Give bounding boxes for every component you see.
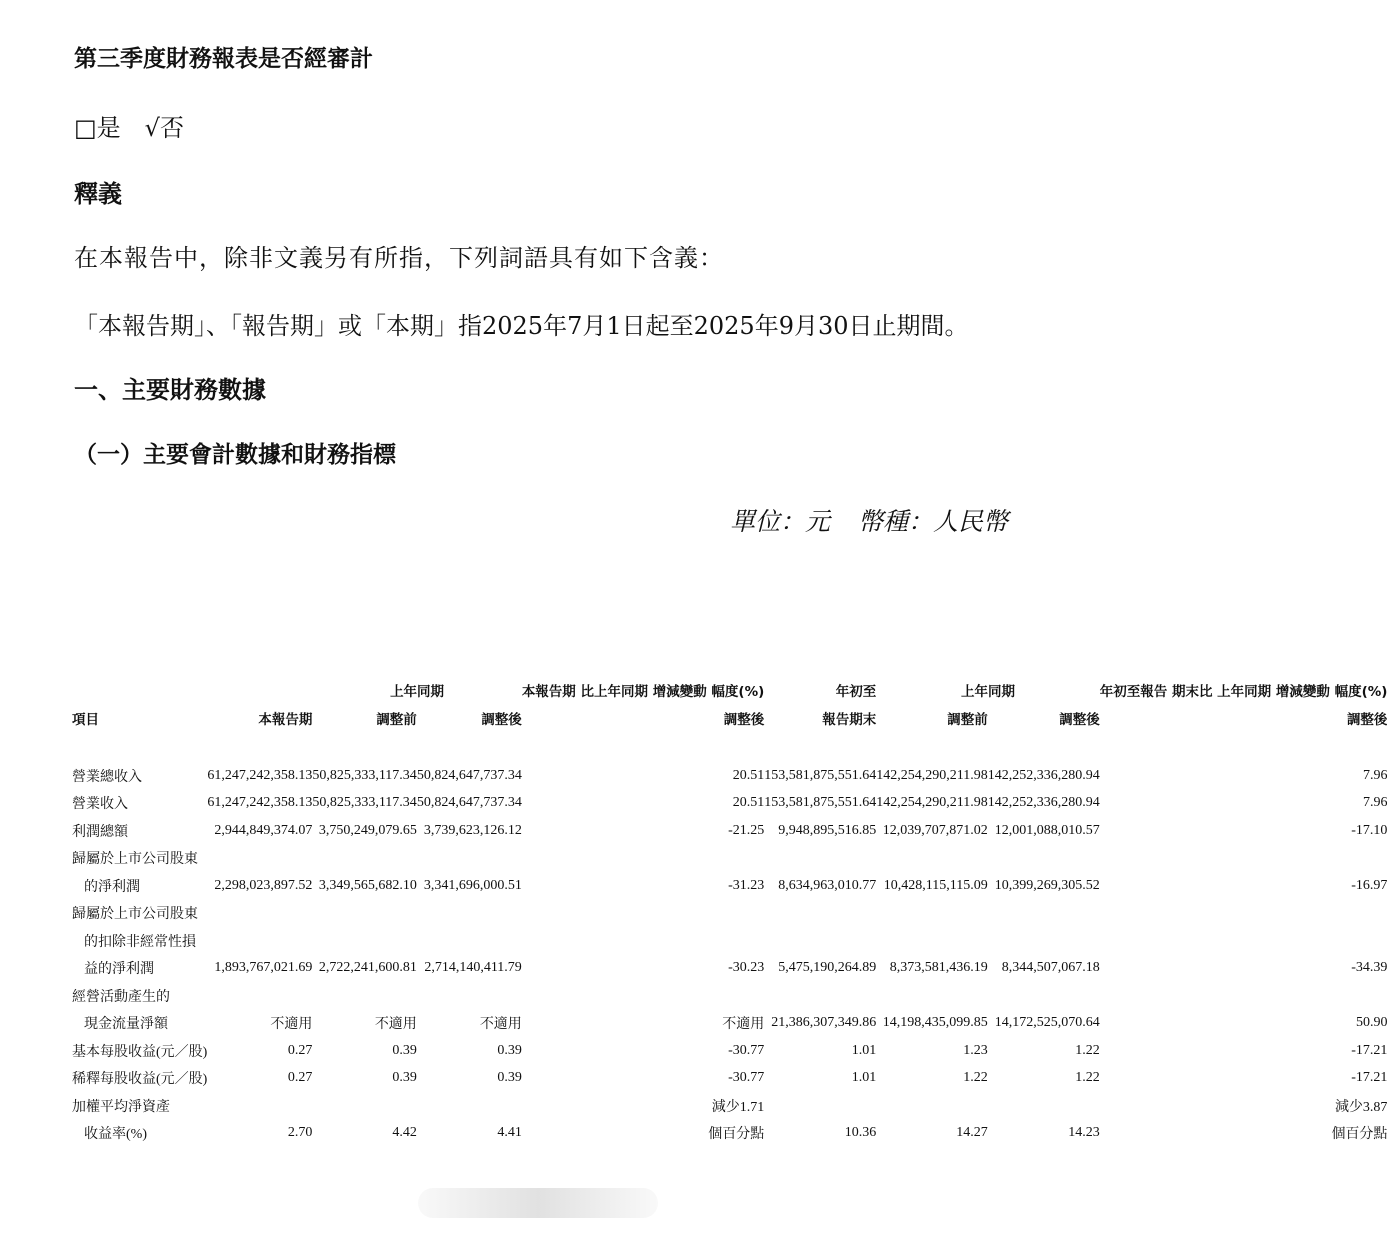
cell-value: 10.36 <box>844 1125 877 1141</box>
header-yoy-change: 本報告期 比上年同期 增減變動 幅度(%) <box>521 683 765 700</box>
cell-value: 8,373,581,436.19 <box>889 960 988 976</box>
unit-label: 單位：元 <box>729 507 830 536</box>
header-ytd-change-after: 調整後 <box>1346 711 1387 728</box>
cell-value: 14,172,525,070.64 <box>994 1015 1100 1031</box>
cell-value: 142,252,336,280.94 <box>987 767 1100 783</box>
table-row <box>70 1120 1387 1148</box>
cell-value: 50,824,647,737.34 <box>416 767 522 783</box>
cell-value: 3,750,249,079.65 <box>318 822 417 838</box>
table-row <box>70 927 1387 955</box>
cell-value: 21,386,307,349.86 <box>771 1015 877 1031</box>
cell-value: 20.51 <box>732 767 765 783</box>
cell-value: -30.23 <box>728 960 765 976</box>
cell-value: 7.96 <box>1362 795 1387 811</box>
header-after-adjust: 調整後 <box>481 711 522 728</box>
cell-value: 0.39 <box>392 1042 417 1058</box>
cell-value: 20.51 <box>732 795 765 811</box>
cell-value: 153,581,875,551.64 <box>764 795 877 811</box>
table-row <box>70 1037 1387 1065</box>
cell-value: 不適用 <box>270 1017 313 1033</box>
cell-value: -34.39 <box>1351 960 1387 976</box>
cell-value-line1: 減少3.87 <box>1334 1099 1387 1115</box>
header-prior-period-ytd: 上年同期 <box>961 683 1016 700</box>
financial-data-table <box>70 568 1387 1147</box>
cell-value: 0.27 <box>287 1042 313 1058</box>
cell-value: 不適用 <box>374 1017 417 1033</box>
header-before-adjust: 調整前 <box>376 711 417 728</box>
cell-value: 1.01 <box>851 1042 877 1058</box>
cell-value: 10,399,269,305.52 <box>994 877 1100 893</box>
section-subtitle: （一）主要會計數據和財務指標 <box>74 442 396 468</box>
cell-value-line1: 減少1.71 <box>711 1099 765 1115</box>
cell-value: 2.70 <box>287 1125 313 1141</box>
row-label: 利潤總額 <box>72 824 128 840</box>
cell-value: 2,722,241,600.81 <box>318 960 417 976</box>
row-label: 歸屬於上市公司股東 <box>72 907 198 923</box>
header-yoy-after: 調整後 <box>723 711 765 728</box>
cell-value: 5,475,190,264.89 <box>778 960 877 976</box>
row-label: 現金流量淨額 <box>84 1017 168 1033</box>
cell-value: 4.42 <box>392 1125 417 1141</box>
cell-value: 14,198,435,099.85 <box>882 1015 988 1031</box>
header-ytd-bottom: 報告期末 <box>822 711 877 728</box>
currency-label: 幣種：人民幣 <box>857 507 1008 536</box>
row-label: 基本每股收益(元／股) <box>72 1044 208 1060</box>
unit-currency-line <box>730 502 1008 538</box>
cell-value: 3,349,565,682.10 <box>318 877 417 893</box>
cell-value: -30.77 <box>728 1042 765 1058</box>
cell-value: 9,948,895,516.85 <box>778 822 877 838</box>
header-item: 項目 <box>72 711 99 728</box>
cell-value: 50.90 <box>1355 1015 1387 1031</box>
cell-value: 7.96 <box>1362 767 1387 783</box>
cell-value: 50,825,333,117.34 <box>312 767 417 783</box>
section-title: 一、主要財務數據 <box>74 376 266 404</box>
audit-options: □是 √否 <box>74 114 184 142</box>
cell-value: 不適用 <box>479 1017 522 1033</box>
definitions-period: 「本報告期」、「報告期」或「本期」指2025年7月1日起至2025年9月30日止期間。 <box>74 312 969 340</box>
cell-value: 12,001,088,010.57 <box>994 822 1100 838</box>
cell-value: 1,893,767,021.69 <box>214 960 313 976</box>
row-label: 營業收入 <box>72 797 128 813</box>
row-label: 營業總收入 <box>72 769 142 785</box>
cell-value: 3,739,623,126.12 <box>423 822 522 838</box>
cell-value: -16.97 <box>1351 877 1387 893</box>
cell-value: 61,247,242,358.13 <box>207 795 313 811</box>
cell-value: 0.39 <box>497 1042 522 1058</box>
cell-value: 153,581,875,551.64 <box>764 767 877 783</box>
cell-value: 1.22 <box>963 1070 988 1086</box>
cell-value: 50,825,333,117.34 <box>312 795 417 811</box>
cell-value: 2,944,849,374.07 <box>214 822 313 838</box>
definitions-intro: 在本報告中，除非文義另有所指，下列詞語具有如下含義： <box>74 244 724 272</box>
row-label: 加權平均淨資產 <box>72 1099 170 1115</box>
cell-value: 14.27 <box>956 1125 988 1141</box>
row-label: 的扣除非經常性損 <box>84 934 196 950</box>
cell-value: 8,344,507,067.18 <box>1001 960 1100 976</box>
row-label: 稀釋每股收益(元／股) <box>72 1072 208 1088</box>
cell-value: 4.41 <box>497 1125 522 1141</box>
table-row <box>70 790 1387 818</box>
row-label: 經營活動產生的 <box>72 989 170 1005</box>
cell-value: -30.77 <box>728 1070 765 1086</box>
row-label: 的淨利潤 <box>84 879 140 895</box>
cell-value: 1.22 <box>1075 1070 1100 1086</box>
table-row <box>70 955 1387 983</box>
table-body <box>70 762 1387 1147</box>
cell-value: 142,252,336,280.94 <box>987 795 1100 811</box>
cell-value: 3,341,696,000.51 <box>423 877 522 893</box>
row-label: 益的淨利潤 <box>84 962 154 978</box>
cell-value: 8,634,963,010.77 <box>778 877 877 893</box>
table-row <box>70 845 1387 873</box>
cell-value: 12,039,707,871.02 <box>882 822 988 838</box>
cell-value: -31.23 <box>728 877 765 893</box>
cell-value: 1.01 <box>851 1070 877 1086</box>
cell-value: 142,254,290,211.98 <box>876 767 988 783</box>
cell-value: 0.39 <box>392 1070 417 1086</box>
table-row <box>70 1092 1387 1120</box>
table-row <box>70 1065 1387 1093</box>
cell-value: -17.10 <box>1351 822 1387 838</box>
table-row <box>70 900 1387 928</box>
header-current-period: 本報告期 <box>258 711 313 728</box>
cell-value: 2,298,023,897.52 <box>214 877 313 893</box>
cell-value: 不適用 <box>722 1017 765 1033</box>
cell-value: 1.23 <box>963 1042 988 1058</box>
header-ytd-top: 年初至 <box>835 683 877 700</box>
table-row <box>70 762 1387 790</box>
header-before-adjust-ytd: 調整前 <box>947 711 988 728</box>
cell-value: -21.25 <box>728 822 765 838</box>
cell-value: 61,247,242,358.13 <box>207 767 313 783</box>
header-after-adjust-ytd: 調整後 <box>1059 711 1100 728</box>
row-label: 歸屬於上市公司股東 <box>72 852 198 868</box>
cell-value: 14.23 <box>1068 1125 1100 1141</box>
cell-value: 0.27 <box>287 1070 313 1086</box>
table-row <box>70 982 1387 1010</box>
table-row <box>70 872 1387 900</box>
table-row <box>70 1010 1387 1038</box>
cell-value: 0.39 <box>497 1070 522 1086</box>
cell-value: -17.21 <box>1351 1042 1387 1058</box>
table-row <box>70 817 1387 845</box>
audit-question: 第三季度財務報表是否經審計 <box>74 46 373 72</box>
cell-value: 10,428,115,115.09 <box>883 877 988 893</box>
cell-value: 50,824,647,737.34 <box>416 795 522 811</box>
definitions-heading: 釋義 <box>74 180 122 208</box>
cell-value: 個百分點 <box>1331 1127 1387 1143</box>
cell-value: 142,254,290,211.98 <box>876 795 988 811</box>
header-prior-period: 上年同期 <box>390 683 445 700</box>
cell-value: 1.22 <box>1075 1042 1100 1058</box>
watermark-blur <box>418 1188 658 1218</box>
header-ytd-change: 年初至報告 期末比 上年同期 增減變動 幅度(%) <box>1099 683 1387 700</box>
row-label: 收益率(%) <box>84 1127 147 1143</box>
cell-value: -17.21 <box>1351 1070 1387 1086</box>
cell-value: 2,714,140,411.79 <box>424 960 522 976</box>
table-header <box>70 568 1387 762</box>
cell-value: 個百分點 <box>708 1127 765 1143</box>
